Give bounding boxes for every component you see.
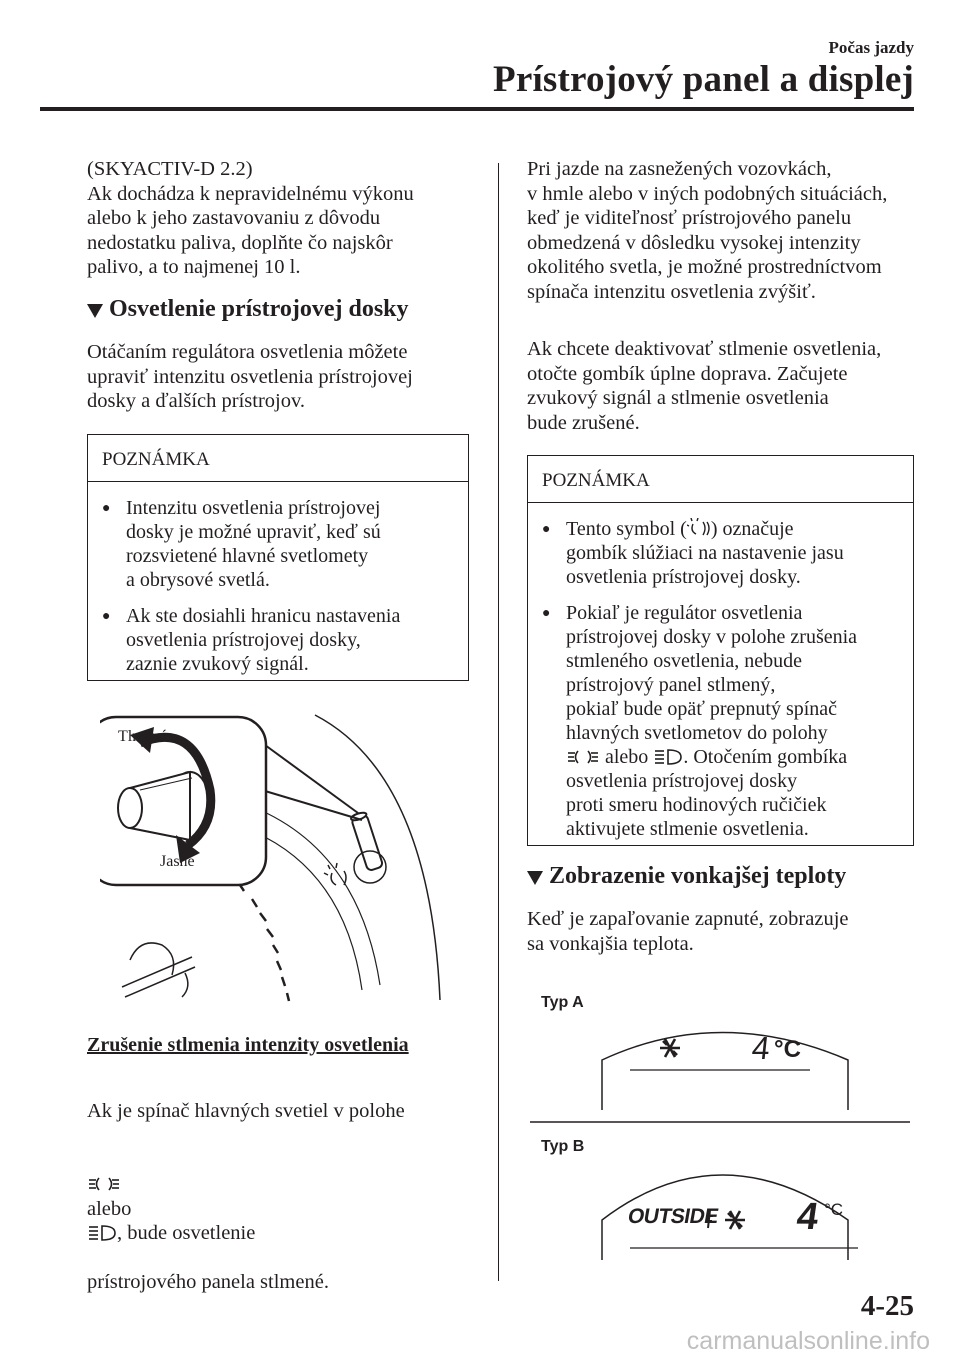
snowy-paragraph: Pri jazde na zasnežených vozovkách, v hmle alebo v iných podobných situáciách, keď je viditeľnosť prístrojového panelu obmedzená v dôsledku vysokej intenzity okolitého svetla, je možné prostredníctvom spínača intenzitu osvetlenia zvýšiť. [527, 158, 888, 303]
cancel-word-or: alebo [87, 1197, 132, 1220]
bullet-text-part: gombík slúžiaci na nastavenie jasu osvetlenia prístrojovej dosky. [566, 542, 844, 588]
bullet-dot-icon: ● [542, 522, 551, 537]
heading-text: Zobrazenie vonkajšej teploty [549, 863, 847, 889]
snowflake-icon [725, 1211, 745, 1229]
note-box-left [87, 434, 469, 681]
heading-text: Osvetlenie prístrojovej dosky [109, 296, 409, 322]
note-bullet [102, 604, 454, 676]
parking-lights-icon [566, 748, 600, 766]
triangle-marker-icon [527, 871, 543, 885]
bullet-text: Intenzitu osvetlenia prístrojovej dosky je možné upraviť, keď sú rozsvietené hlavné svetlomety a obrysové svetlá. [126, 497, 381, 591]
bullet-text-part: alebo [605, 746, 649, 768]
bullet-dot-icon: ● [102, 609, 111, 624]
type-b-label: Typ B [541, 1138, 585, 1155]
outside-temp-paragraph: Keď je zapaľovanie zapnuté, zobrazuje sa vonkajšia teplota. [527, 908, 849, 955]
type-a-temperature: 4 [750, 1030, 772, 1066]
page-title: Prístrojový panel a displej [493, 59, 914, 100]
headlights-icon [653, 748, 683, 766]
label-bright: Jasné [160, 853, 195, 870]
deactivate-paragraph: Ak chcete deaktivovať stlmenie osvetlenia, otočte gombík úplne doprava. Začujete zvukový signál a stlmenie osvetlenia bude zrušené. [527, 338, 882, 434]
note-box-right [527, 455, 914, 846]
type-a-unit: °C [774, 1036, 801, 1063]
bullet-text-part: ) označuje [710, 518, 794, 540]
cancel-line-2-end: , bude osvetlenie [117, 1222, 256, 1244]
type-a-label: Typ A [541, 994, 584, 1011]
type-b-temperature: 4 [794, 1196, 822, 1238]
bullet-text [566, 517, 844, 589]
label-dim: Tlmené [118, 728, 167, 745]
snowflake-icon [660, 1039, 680, 1057]
subheading-cancel-dimming: Zrušenie stlmenia intenzity osvetlenia [87, 1034, 409, 1056]
illumination-paragraph: Otáčaním regulátora osvetlenia môžete upraviť intenzitu osvetlenia prístrojovej dosky a ďalších prístrojov. [87, 341, 413, 412]
note-bullet [102, 496, 454, 592]
dimmer-knob-illustration [100, 705, 450, 1005]
cancel-line-2 [87, 1148, 487, 1246]
bullet-text: Ak ste dosiahli hranicu nastavenia osvetlenia prístrojovej dosky, zaznie zvukový signál. [126, 605, 401, 675]
section-heading-outside-temp [527, 863, 846, 890]
bullet-text-part: Pokiaľ je regulátor osvetlenia prístrojovej dosky v polohe zrušenia stmleného osvetlenia, nebude prístrojový panel stlmený, pokiaľ bude opäť prepnutý spínač hlavných svetlometov do polohy [566, 602, 858, 744]
note-title: POZNÁMKA [528, 456, 913, 503]
type-b-outside-label: OUTSIDE [626, 1205, 720, 1228]
cancel-paragraph [87, 1074, 487, 1319]
column-divider [498, 163, 499, 1281]
triangle-marker-icon [87, 304, 103, 318]
headlights-icon [87, 1224, 117, 1242]
intro-paragraph: (SKYACTIV-D 2.2) Ak dochádza k nepravidelnému výkonu alebo k jeho zastavovaniu z dôvodu nedostatku paliva, doplňte čo najskôr palivo, a to najmenej 10 l. [87, 158, 414, 278]
type-a-display [530, 1010, 910, 1130]
illumination-dial-icon [687, 518, 711, 538]
bullet-text [566, 601, 857, 841]
page-number: 4-25 [860, 1290, 914, 1322]
type-b-unit: °C [824, 1200, 844, 1219]
bullet-dot-icon: ● [542, 606, 551, 621]
parking-lights-icon [87, 1175, 121, 1193]
bullet-text-part: osvetlenia prístrojovej dosky proti smeru hodinových ručičiek aktivujete stlmenie osvetlenia. [566, 770, 827, 840]
cancel-line-3: prístrojového panela stlmené. [87, 1271, 329, 1293]
header-rule [40, 107, 914, 111]
watermark: carmanualsonline.info [686, 1327, 930, 1355]
cancel-line-1: Ak je spínač hlavných svetiel v polohe [87, 1099, 405, 1122]
bullet-text-part: . Otočením gombíka [683, 746, 848, 768]
section-label: Počas jazdy [828, 38, 914, 57]
bullet-text-part: Tento symbol ( [566, 518, 687, 540]
bullet-dot-icon: ● [102, 501, 111, 516]
section-heading-illumination [87, 296, 409, 323]
note-bullet [542, 517, 899, 589]
note-title: POZNÁMKA [88, 435, 468, 482]
note-bullet [542, 601, 899, 841]
